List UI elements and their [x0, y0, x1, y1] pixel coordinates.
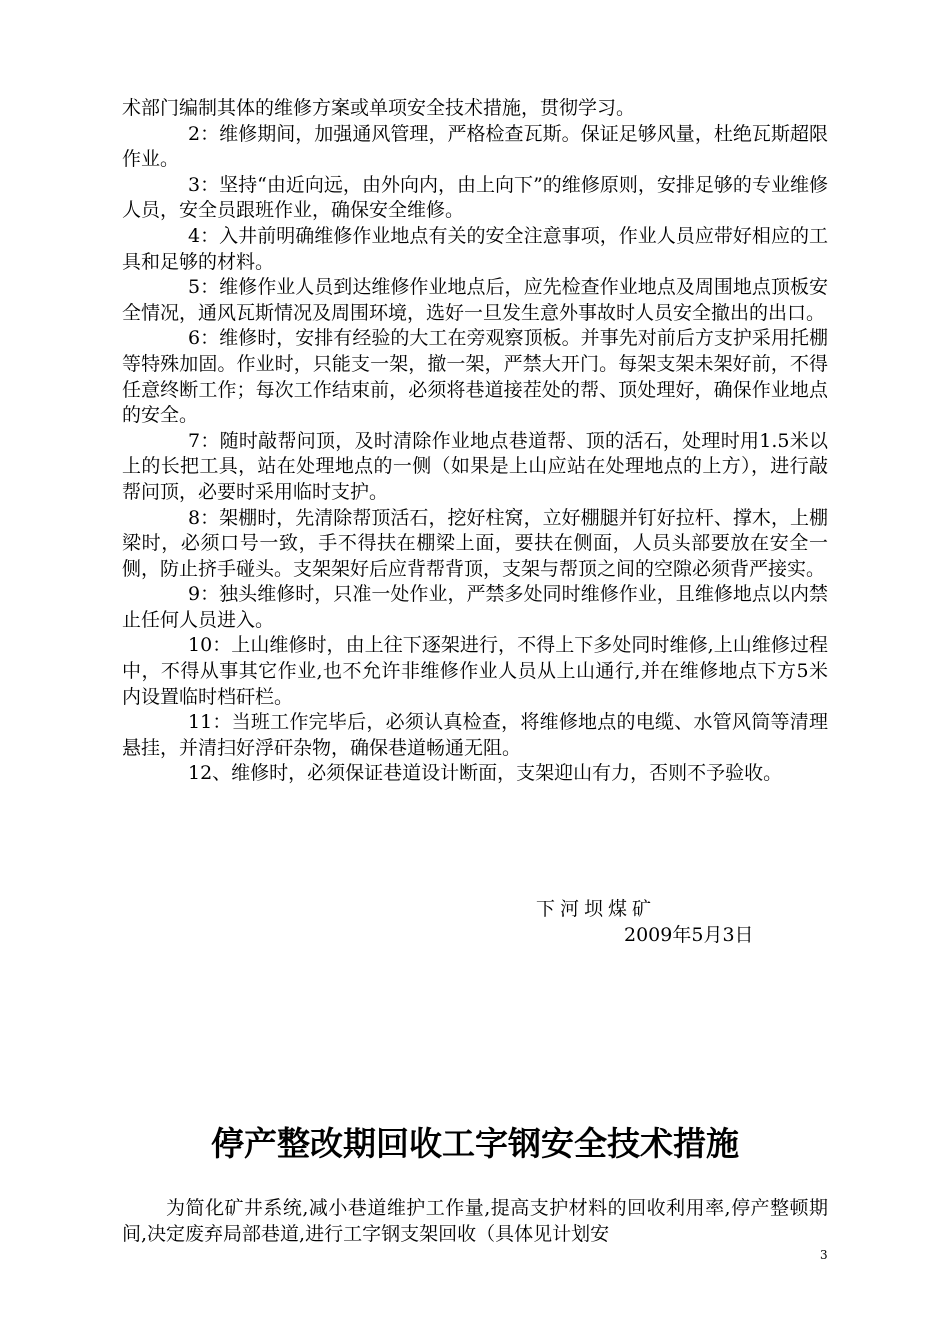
list-item: 2：维修期间，加强通风管理，严格检查瓦斯。保证足够风量，杜绝瓦斯超限作业。: [122, 122, 828, 171]
list-item: 7：随时敲帮问顶，及时清除作业地点巷道帮、顶的活石，处理时用1.5米以上的长把工具，站在处理地点的一侧（如果是上山应站在处理地点的上方），进行敲帮问顶，必要时采用临时支护。: [122, 429, 828, 503]
section-title: 停产整改期回收工字钢安全技术措施: [211, 1124, 739, 1163]
list-item: 5：维修作业人员到达维修作业地点后，应先检查作业地点及周围地点顶板安全情况，通风瓦斯情况及周围环境，选好一旦发生意外事故时人员安全撤出的出口。: [122, 276, 828, 324]
list-item: 3：坚持“由近向远，由外向内，由上向下”的维修原则，安排足够的专业维修人员，安全员跟班作业，确保安全维修。: [122, 173, 828, 222]
list-item: 11：当班工作完毕后，必须认真检查，将维修地点的电缆、水管风筒等清理悬挂，并清扫好浮矸杂物，确保巷道畅通无阻。: [122, 711, 828, 759]
list-item: 8：架棚时，先清除帮顶活石，挖好柱窝，立好棚腿并钉好拉杆、撑木，上棚梁时，必须口号一致，手不得扶在棚梁上面，要扶在侧面，人员头部要放在安全一侧，防止挤手碰头。支架架好后应背帮背顶，支架与帮顶之间的空隙必须背严接实。: [122, 506, 828, 580]
continued-paragraph: 术部门编制其体的维修方案或单项安全技术措施，贯彻学习。: [122, 97, 636, 119]
page-number: 3: [820, 1248, 828, 1262]
section-intro: 为简化矿井系统,减小巷道维护工作量,提高支护材料的回收利用率,停产整顿期间,决定废弃局部巷道,进行工字钢支架回收（具体见计划安: [122, 1197, 828, 1245]
signature-date: 2009年5月3日: [624, 924, 754, 946]
document-body: [122, 96, 828, 787]
list-item: 9：独头维修时，只准一处作业，严禁多处同时维修作业，且维修地点以内禁止任何人员进入。: [122, 583, 828, 631]
signature: 下河坝煤矿: [536, 898, 657, 920]
list-item: 6：维修时，安排有经验的大工在旁观察顶板。并事先对前后方支护采用托棚等特殊加固。作业时，只能支一架，撤一架，严禁大开门。每架支架未架好前，不得任意终断工作；每次工作结束前，必须将巷道接茬处的帮、顶处理好，确保作业地点的安全。: [122, 327, 828, 427]
list-item: 10：上山维修时，由上往下逐架进行，不得上下多处同时维修,上山维修过程中，不得从事其它作业,也不允许非维修作业人员从上山通行,并在维修地点下方5米内设置临时档矸栏。: [122, 634, 828, 708]
list-item: 12、维修时，必须保证巷道设计断面，支架迎山有力，否则不予验收。: [188, 762, 783, 785]
list-item: 4：入井前明确维修作业地点有关的安全注意事项，作业人员应带好相应的工具和足够的材料。: [122, 224, 828, 273]
